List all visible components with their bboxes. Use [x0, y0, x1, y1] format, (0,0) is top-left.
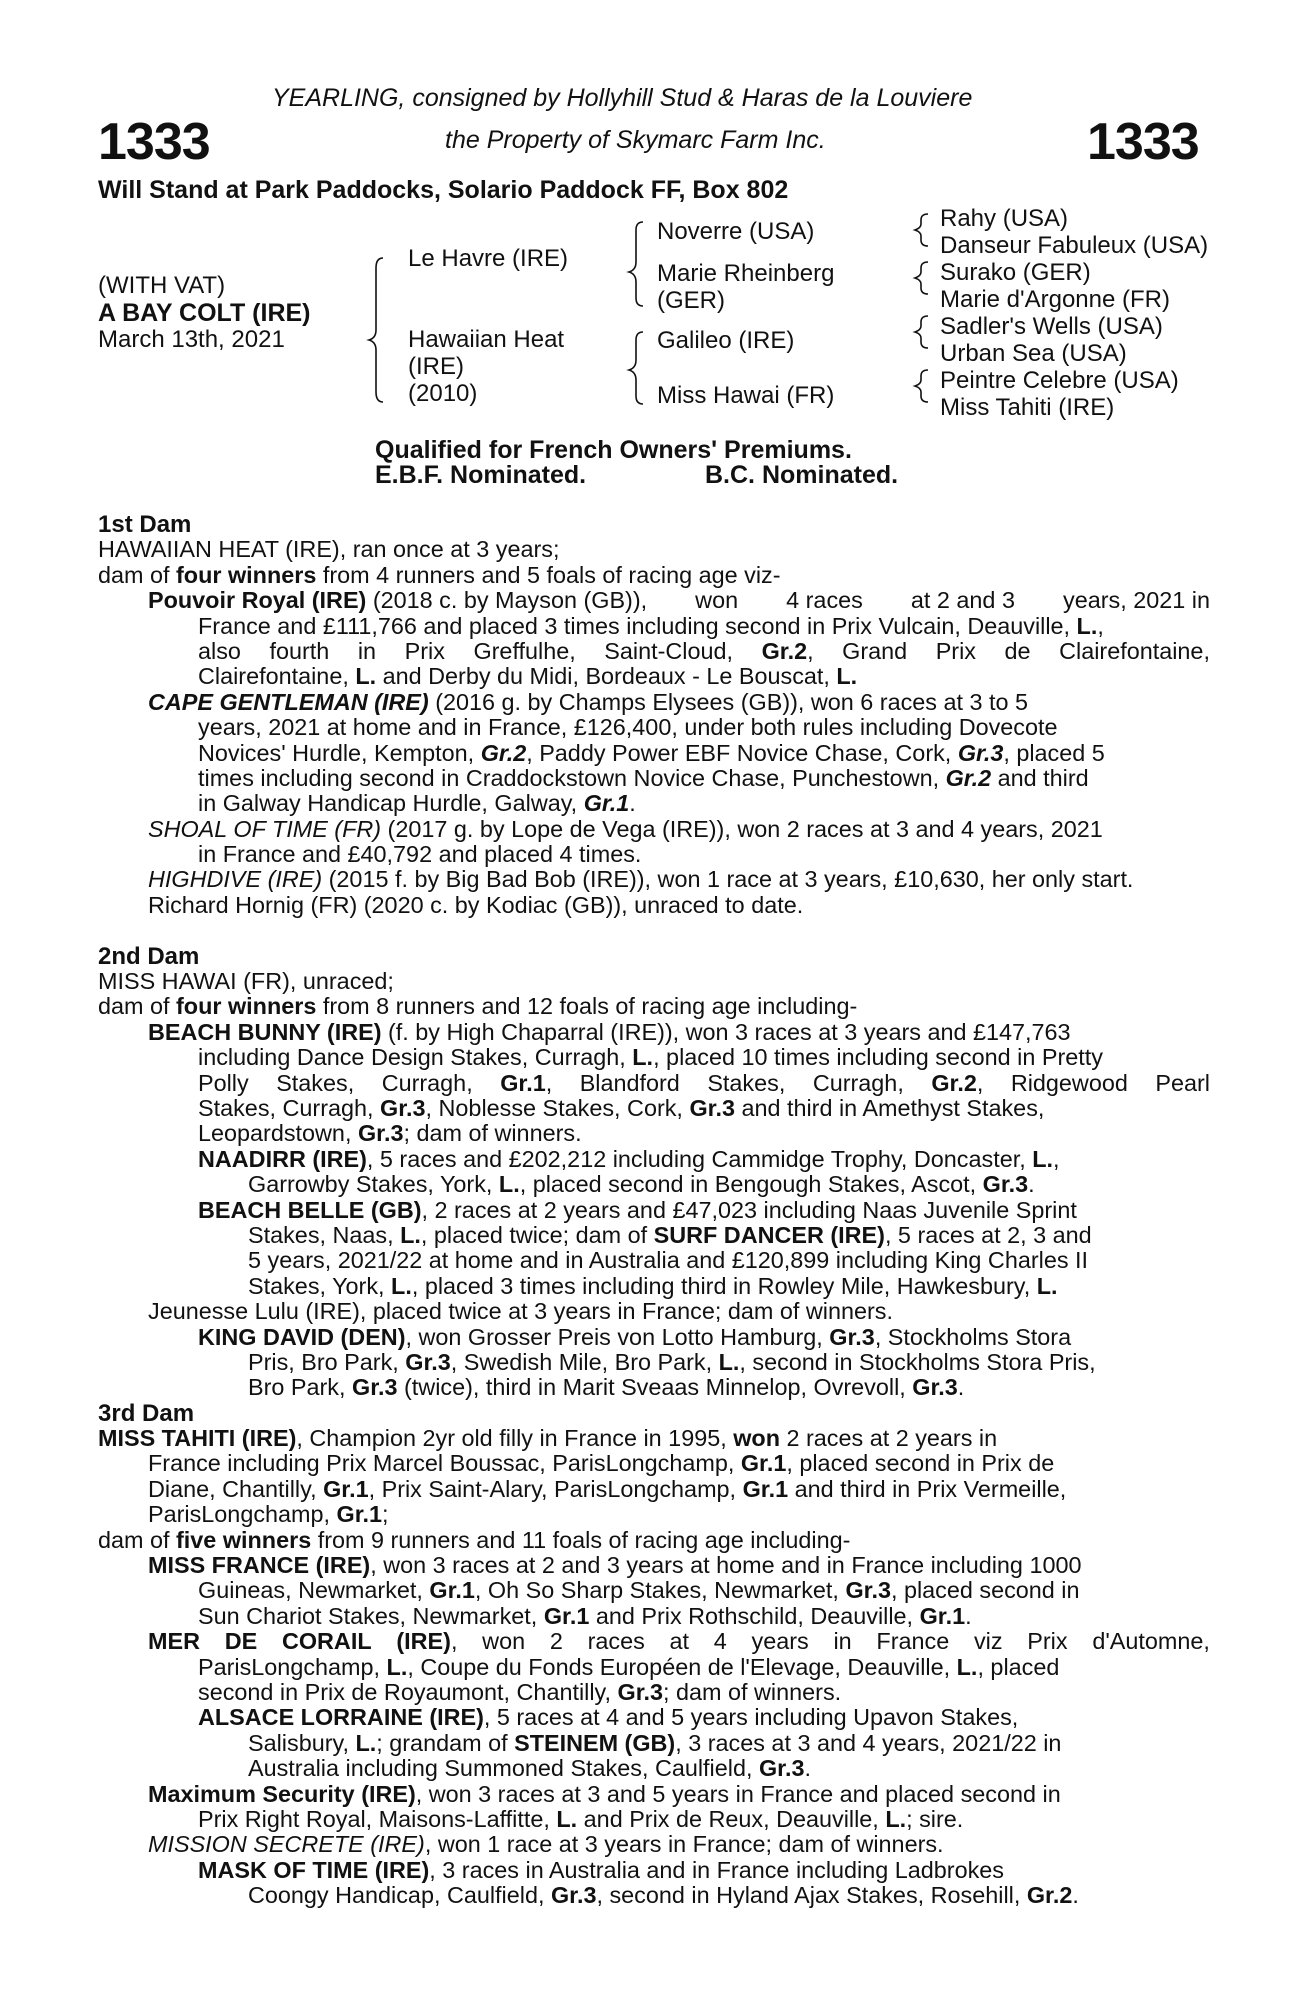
progeny-line: years, 2021 at home and in France, £126,400, under both rules including Dovecote	[198, 714, 1058, 741]
progeny-line: Coongy Handicap, Caulfield, Gr.3, second in Hyland Ajax Stakes, Rosehill, Gr.2.	[248, 1882, 1079, 1909]
progeny-line: Clairefontaine, L. and Derby du Midi, Bordeaux - Le Bouscat, L.	[198, 663, 858, 690]
horse-name: A BAY COLT (IRE)	[98, 299, 311, 327]
progeny-line: including Dance Design Stakes, Curragh, L., placed 10 times including second in Pretty	[198, 1044, 1103, 1071]
lot-number-right: 1333	[1087, 113, 1199, 171]
progeny-line: Richard Hornig (FR) (2020 c. by Kodiac (GB)), unraced to date.	[148, 891, 804, 918]
progeny-line: Novices' Hurdle, Kempton, Gr.2, Paddy Power EBF Novice Chase, Cork, Gr.3, placed 5	[198, 739, 1105, 766]
progeny-line: ParisLongchamp, L., Coupe du Fonds Européen de l'Elevage, Deauville, L., placed	[198, 1653, 1060, 1680]
progeny-line: second in Prix de Royaumont, Chantilly, Gr.3; dam of winners.	[198, 1678, 842, 1705]
vat-note: (WITH VAT)	[98, 272, 226, 299]
lot-number-left: 1333	[98, 113, 210, 171]
progeny-line: Sun Chariot Stakes, Newmarket, Gr.1 and Prix Rothschild, Deauville, Gr.1.	[198, 1602, 972, 1629]
section-second-dam: 2nd Dam	[98, 942, 200, 970]
dam-line-3: (2010)	[408, 380, 478, 407]
second-dam-summary: dam of four winners from 8 runners and 12 foals of racing age including-	[98, 993, 858, 1020]
property-line: the Property of Skymarc Farm Inc.	[445, 126, 826, 154]
ebf-nominated: E.B.F. Nominated.	[375, 461, 587, 489]
progeny-line: 5 years, 2021/22 at home and in Australia and £120,899 including King Charles II	[248, 1247, 1089, 1274]
gg-7: Peintre Celebre (USA)	[940, 367, 1179, 394]
third-dam-record: Diane, Chantilly, Gr.1, Prix Saint-Alary, ParisLongchamp, Gr.1 and third in Prix Vermeille,	[148, 1475, 1067, 1502]
dam-line-1: Hawaiian Heat	[408, 326, 565, 353]
progeny-line: Maximum Security (IRE), won 3 races at 3 and 5 years in France and placed second in	[148, 1780, 1061, 1807]
consignor-line: YEARLING, consigned by Hollyhill Stud & Haras de la Louviere	[272, 84, 973, 112]
progeny-line: Pouvoir Royal (IRE) (2018 c. by Mayson (GB)), won 4 races at 2 and 3 years, 2021 in	[148, 587, 1210, 614]
progeny-line: Stakes, Curragh, Gr.3, Noblesse Stakes, Cork, Gr.3 and third in Amethyst Stakes,	[198, 1094, 1045, 1121]
gg-6: Urban Sea (USA)	[940, 340, 1127, 367]
gg-1: Rahy (USA)	[940, 205, 1069, 232]
progeny-line: MER DE CORAIL (IRE), won 2 races at 4 years in France viz Prix d'Automne,	[148, 1628, 1210, 1655]
dam-sire: Galileo (IRE)	[657, 327, 795, 354]
gg-4: Marie d'Argonne (FR)	[940, 286, 1170, 313]
stand-location: Will Stand at Park Paddocks, Solario Paddock FF, Box 802	[98, 176, 789, 204]
progeny-line: France and £111,766 and placed 3 times including second in Prix Vulcain, Deauville, L.,	[198, 612, 1104, 639]
progeny-line: Guineas, Newmarket, Gr.1, Oh So Sharp Stakes, Newmarket, Gr.3, placed second in	[198, 1577, 1080, 1604]
gg-3: Surako (GER)	[940, 259, 1091, 286]
progeny-line: BEACH BELLE (GB), 2 races at 2 years and £47,023 including Naas Juvenile Sprint	[198, 1196, 1077, 1223]
progeny-line: Prix Right Royal, Maisons-Laffitte, L. and Prix de Reux, Deauville, L.; sire.	[198, 1805, 964, 1832]
sire-dam-1: Marie Rheinberg	[657, 260, 835, 287]
progeny-line: Polly Stakes, Curragh, Gr.1, Blandford Stakes, Curragh, Gr.2, Ridgewood Pearl	[198, 1069, 1210, 1096]
progeny-line: SHOAL OF TIME (FR) (2017 g. by Lope de Vega (IRE)), won 2 races at 3 and 4 years, 2021	[148, 815, 1103, 842]
dam-line-2: (IRE)	[408, 353, 464, 380]
dam-summary: dam of four winners from 4 runners and 5 foals of racing age viz-	[98, 561, 781, 588]
second-dam-intro: MISS HAWAI (FR), unraced;	[98, 968, 394, 995]
progeny-line: MISSION SECRETE (IRE), won 1 race at 3 years in France; dam of winners.	[148, 1831, 944, 1858]
progeny-line: HIGHDIVE (IRE) (2015 f. by Big Bad Bob (IRE)), won 1 race at 3 years, £10,630, her only start.	[148, 866, 1134, 893]
progeny-line: Garrowby Stakes, York, L., placed second in Bengough Stakes, Ascot, Gr.3.	[248, 1171, 1035, 1198]
gg-2: Danseur Fabuleux (USA)	[940, 232, 1209, 259]
section-third-dam: 3rd Dam	[98, 1399, 195, 1427]
third-dam-record: France including Prix Marcel Boussac, ParisLongchamp, Gr.1, placed second in Prix de	[148, 1450, 1055, 1477]
progeny-line: Pris, Bro Park, Gr.3, Swedish Mile, Bro Park, L., second in Stockholms Stora Pris,	[248, 1348, 1096, 1375]
progeny-line: in France and £40,792 and placed 4 times.	[198, 841, 642, 868]
progeny-line: Stakes, York, L., placed 3 times including third in Rowley Mile, Hawkesbury, L.	[248, 1272, 1058, 1299]
progeny-line: KING DAVID (DEN), won Grosser Preis von Lotto Hamburg, Gr.3, Stockholms Stora	[198, 1323, 1072, 1350]
section-first-dam: 1st Dam	[98, 511, 192, 538]
progeny-line: times including second in Craddockstown Novice Chase, Punchestown, Gr.2 and third	[198, 764, 1089, 791]
progeny-line: Leopardstown, Gr.3; dam of winners.	[198, 1120, 582, 1147]
dam-dam: Miss Hawai (FR)	[657, 382, 835, 409]
third-dam-summary: dam of five winners from 9 runners and 11 foals of racing age including-	[98, 1526, 851, 1553]
horse-dob: March 13th, 2021	[98, 326, 285, 353]
third-dam-record: ParisLongchamp, Gr.1;	[148, 1501, 389, 1528]
progeny-line: MASK OF TIME (IRE), 3 races in Australia and in France including Ladbrokes	[198, 1856, 1005, 1883]
french-premiums: Qualified for French Owners' Premiums.	[375, 436, 852, 464]
progeny-line: BEACH BUNNY (IRE) (f. by High Chaparral (IRE)), won 3 races at 3 years and £147,763	[148, 1018, 1071, 1045]
catalogue-body	[98, 512, 1210, 1908]
gg-8: Miss Tahiti (IRE)	[940, 394, 1115, 421]
progeny-line: also fourth in Prix Greffulhe, Saint-Cloud, Gr.2, Grand Prix de Clairefontaine,	[198, 637, 1210, 664]
progeny-line: Australia including Summoned Stakes, Caulfield, Gr.3.	[248, 1755, 811, 1782]
sire-sire: Noverre (USA)	[657, 218, 815, 245]
dam-intro: HAWAIIAN HEAT (IRE), ran once at 3 years;	[98, 536, 560, 563]
progeny-line: NAADIRR (IRE), 5 races and £202,212 including Cammidge Trophy, Doncaster, L.,	[198, 1145, 1060, 1172]
progeny-line: Bro Park, Gr.3 (twice), third in Marit Sveaas Minnelop, Ovrevoll, Gr.3.	[248, 1374, 965, 1401]
bc-nominated: B.C. Nominated.	[705, 461, 899, 489]
progeny-line: MISS FRANCE (IRE), won 3 races at 2 and 3 years at home and in France including 1000	[148, 1552, 1082, 1579]
sire-dam-2: (GER)	[657, 287, 725, 314]
progeny-line: Stakes, Naas, L., placed twice; dam of SURF DANCER (IRE), 5 races at 2, 3 and	[248, 1221, 1092, 1248]
third-dam-intro: MISS TAHITI (IRE), Champion 2yr old filly in France in 1995, won 2 races at 2 years in	[98, 1425, 998, 1452]
progeny-line: in Galway Handicap Hurdle, Galway, Gr.1.	[198, 790, 636, 817]
gg-5: Sadler's Wells (USA)	[940, 313, 1163, 340]
progeny-line: Jeunesse Lulu (IRE), placed twice at 3 years in France; dam of winners.	[148, 1298, 893, 1325]
progeny-line: ALSACE LORRAINE (IRE), 5 races at 4 and 5 years including Upavon Stakes,	[198, 1704, 1019, 1731]
progeny-line: CAPE GENTLEMAN (IRE) (2016 g. by Champs Elysees (GB)), won 6 races at 3 to 5	[148, 688, 1029, 715]
sire: Le Havre (IRE)	[408, 245, 569, 272]
progeny-line: Salisbury, L.; grandam of STEINEM (GB), 3 races at 3 and 4 years, 2021/22 in	[248, 1729, 1062, 1756]
